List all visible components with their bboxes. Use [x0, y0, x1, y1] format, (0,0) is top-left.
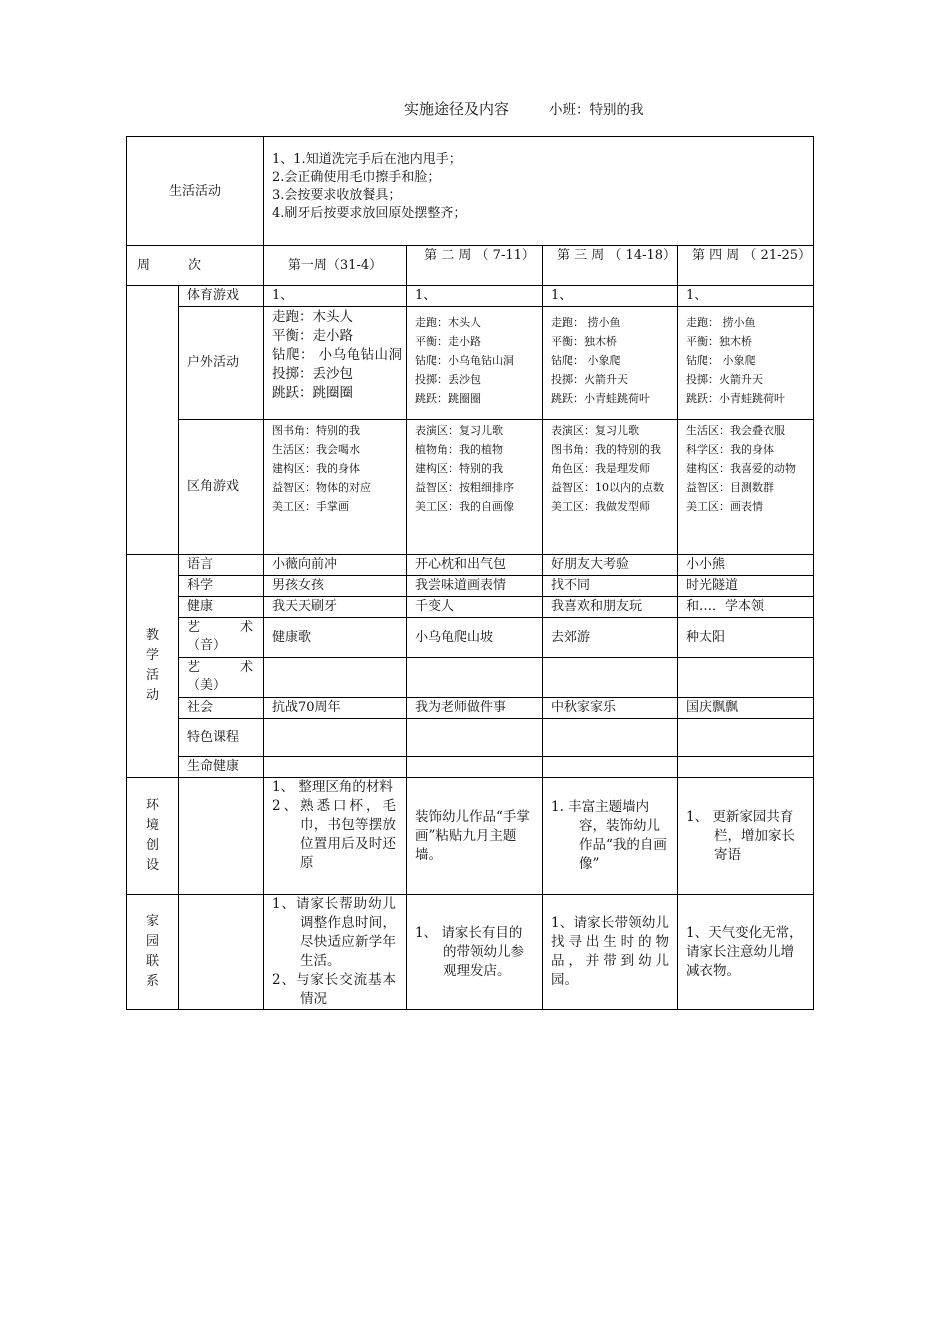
environment-item: 1、 更新家园共育栏，增加家长寄语	[686, 808, 796, 863]
teaching-row	[127, 555, 814, 576]
outdoor-row	[127, 307, 814, 420]
outdoor-item: 投掷：丢沙包	[415, 373, 482, 386]
environment-label	[127, 778, 179, 895]
corner-item: 生活区：我会叠衣服	[686, 424, 786, 437]
family-week-4: 1、天气变化无常，请家长注意幼儿增减衣物。	[678, 895, 814, 1010]
life-content	[264, 137, 814, 246]
subject-label-c: （美）	[187, 678, 227, 693]
page-title	[404, 98, 644, 119]
corner-item: 益智区：10以内的点数	[551, 481, 665, 494]
outdoor-item: 平衡：走小路	[272, 328, 354, 344]
family-label-char: 园	[145, 934, 159, 949]
corner-item: 益智区：目测数群	[686, 481, 775, 494]
corner-label: 区角游戏	[179, 420, 264, 555]
subject-label	[179, 618, 264, 658]
corner-item: 图书角：特别的我	[272, 424, 361, 437]
corner-item: 建构区：我的身体	[272, 462, 361, 475]
outdoor-week-3	[543, 307, 678, 420]
outdoor-item: 钻爬： 小象爬	[686, 354, 756, 367]
main-title: 实施途径及内容	[404, 100, 510, 118]
lesson-cell	[407, 658, 543, 698]
teaching-row	[127, 658, 814, 698]
environment-week-2: 装饰幼儿作品“手掌画”粘贴九月主题墙。	[407, 778, 543, 895]
corner-week-1	[264, 420, 407, 555]
subject-label-c: （音）	[187, 638, 227, 653]
environment-week-3	[543, 778, 678, 895]
teaching-row	[127, 618, 814, 658]
week-header-row	[127, 246, 814, 286]
lesson-cell: 时光隧道	[678, 576, 814, 597]
corner-item: 美工区：手掌画	[272, 500, 350, 513]
outdoor-item: 平衡：独木桥	[551, 335, 618, 348]
outdoor-item: 钻爬：小乌龟钻山洞	[415, 354, 515, 367]
week-label-b: 次	[188, 257, 202, 273]
outdoor-item: 走跑：木头人	[272, 309, 354, 325]
outdoor-item: 跳跃：跳圈圈	[415, 392, 482, 405]
family-item: 1、 请家长有目的的带领幼儿参观理发店。	[415, 924, 525, 979]
week-label	[127, 246, 264, 286]
environment-item: 1、 整理区角的材料	[272, 779, 393, 795]
lesson-cell: 我天天刷牙	[264, 597, 407, 618]
teaching-label-char: 学	[145, 648, 159, 663]
teaching-row	[127, 698, 814, 719]
lesson-cell: 国庆飘飘	[678, 698, 814, 719]
family-week-3: 1、请家长带领幼儿找寻出生时的物品，并带到幼儿园。	[543, 895, 678, 1010]
subject-label: 语言	[179, 555, 264, 576]
environment-label-char: 设	[145, 858, 159, 873]
lesson-cell: 我尝味道画表情	[407, 576, 543, 597]
lesson-cell: 抗战70周年	[264, 698, 407, 719]
outdoor-week-4	[678, 307, 814, 420]
class-subtitle: 小班：特别的我	[549, 102, 644, 118]
subject-label-a: 艺	[187, 660, 201, 675]
sports-cell: 1、	[264, 286, 407, 307]
family-label-char: 系	[145, 974, 159, 989]
family-label-char: 联	[145, 954, 159, 969]
family-label-char: 家	[145, 914, 159, 929]
subject-label-b: 术	[240, 620, 254, 635]
teaching-row	[127, 576, 814, 597]
outdoor-item: 走跑：木头人	[415, 316, 482, 329]
lesson-cell	[678, 658, 814, 698]
lesson-cell: 健康歌	[264, 618, 407, 658]
lesson-cell: 找不同	[543, 576, 678, 597]
outdoor-item: 跳跃：小青蛙跳荷叶	[551, 392, 651, 405]
corner-item: 表演区：复习儿歌	[415, 424, 504, 437]
lesson-cell: 去郊游	[543, 618, 678, 658]
lesson-cell: 小薇向前冲	[264, 555, 407, 576]
lesson-cell: 男孩女孩	[264, 576, 407, 597]
corner-item: 图书角：我的特别的我	[551, 443, 662, 456]
subject-label-a: 艺	[187, 620, 201, 635]
teaching-label-char: 动	[145, 688, 159, 703]
outdoor-item: 钻爬： 小象爬	[551, 354, 621, 367]
lesson-cell	[543, 757, 678, 778]
sports-cell: 1、	[407, 286, 543, 307]
environment-label-char: 境	[145, 818, 159, 833]
lesson-cell: 好朋友大考验	[543, 555, 678, 576]
corner-row	[127, 420, 814, 555]
lesson-cell: 我为老师做件事	[407, 698, 543, 719]
outdoor-item: 投掷：丢沙包	[272, 366, 354, 382]
environment-item: 2、熟悉口杯，毛巾，书包等摆放位置用后及时还原	[272, 798, 397, 871]
corner-item: 表演区：复习儿歌	[551, 424, 640, 437]
lesson-cell: 开心枕和出气包	[407, 555, 543, 576]
corner-item: 益智区：物体的对应	[272, 481, 372, 494]
corner-item: 建构区：我喜爱的动物	[686, 462, 797, 475]
corner-item: 角色区：我是理发师	[551, 462, 651, 475]
teaching-label-char: 活	[145, 668, 159, 683]
subject-label	[179, 658, 264, 698]
corner-week-2	[407, 420, 543, 555]
environment-label-char: 环	[145, 798, 159, 813]
family-item: 1、请家长帮助幼儿调整作息时间，尽快适应新学年生活。	[272, 896, 397, 969]
outdoor-label: 户外活动	[179, 307, 264, 420]
subject-label: 社会	[179, 698, 264, 719]
lesson-cell: 小乌龟爬山坡	[407, 618, 543, 658]
outdoor-item: 走跑： 捞小鱼	[551, 316, 621, 329]
environment-week-1	[264, 778, 407, 895]
sports-cell: 1、	[678, 286, 814, 307]
family-blank-cell	[179, 895, 264, 1010]
plan-table	[126, 136, 814, 1010]
week-1-header: 第一周（31-4）	[264, 246, 407, 286]
outdoor-item: 走跑： 捞小鱼	[686, 316, 756, 329]
sports-label: 体育游戏	[179, 286, 264, 307]
corner-item: 美工区：我的自画像	[415, 500, 515, 513]
lesson-cell: 和…．学本领	[678, 597, 814, 618]
corner-week-4	[678, 420, 814, 555]
teaching-row	[127, 757, 814, 778]
outdoor-item: 平衡：走小路	[415, 335, 482, 348]
lesson-cell	[264, 719, 407, 757]
lesson-cell	[264, 658, 407, 698]
lesson-cell: 小小熊	[678, 555, 814, 576]
outdoor-week-1	[264, 307, 407, 420]
teaching-label-char: 教	[145, 628, 159, 643]
sports-cell: 1、	[543, 286, 678, 307]
corner-item: 建构区：特别的我	[415, 462, 504, 475]
environment-week-4	[678, 778, 814, 895]
corner-item: 美工区：我做发型师	[551, 500, 651, 513]
outdoor-item: 跳跃：跳圈圈	[272, 385, 354, 401]
subject-label: 科学	[179, 576, 264, 597]
lesson-cell	[543, 719, 678, 757]
lesson-cell	[264, 757, 407, 778]
lesson-cell	[407, 719, 543, 757]
lesson-cell	[678, 719, 814, 757]
week-3-header: 第 三 周 （ 14-18）	[543, 246, 678, 286]
subject-label: 生命健康	[179, 757, 264, 778]
lesson-cell	[543, 658, 678, 698]
week-label-a: 周	[137, 257, 151, 273]
subject-label: 特色课程	[179, 719, 264, 757]
corner-item: 益智区：按粗细排序	[415, 481, 515, 494]
outdoor-item: 平衡：独木桥	[686, 335, 753, 348]
lesson-cell: 千变人	[407, 597, 543, 618]
life-line: 1、1.知道洗完手后在池内甩手；	[272, 152, 462, 167]
family-label	[127, 895, 179, 1010]
corner-week-3	[543, 420, 678, 555]
corner-item: 美工区：画表情	[686, 500, 764, 513]
life-line: 2.会正确使用毛巾擦手和脸；	[272, 170, 441, 185]
outdoor-item: 钻爬： 小乌龟钻山洞	[272, 347, 403, 363]
activity-group-cell	[127, 286, 179, 555]
corner-item: 生活区：我会喝水	[272, 443, 361, 456]
outdoor-week-2	[407, 307, 543, 420]
environment-row	[127, 778, 814, 895]
teaching-row	[127, 719, 814, 757]
family-row	[127, 895, 814, 1010]
corner-item: 科学区：我的身体	[686, 443, 775, 456]
life-line: 3.会按要求收放餐具；	[272, 188, 402, 203]
outdoor-item: 投掷：火箭升天	[686, 373, 764, 386]
teaching-label	[127, 555, 179, 778]
environment-label-char: 创	[145, 838, 159, 853]
life-row	[127, 137, 814, 246]
corner-item: 植物角：我的植物	[415, 443, 504, 456]
subject-label-b: 术	[240, 660, 254, 675]
outdoor-item: 投掷：火箭升天	[551, 373, 629, 386]
family-week-2	[407, 895, 543, 1010]
subject-label: 健康	[179, 597, 264, 618]
sports-row	[127, 286, 814, 307]
life-label: 生活活动	[127, 137, 264, 246]
life-line: 4.刷牙后按要求放回原处摆整齐；	[272, 206, 467, 221]
environment-item: 1. 丰富主题墙内容，装饰幼儿作品“我的自画像”	[551, 799, 667, 872]
lesson-cell: 中秋家家乐	[543, 698, 678, 719]
family-item: 2、与家长交流基本情况	[272, 972, 397, 1007]
lesson-cell: 我喜欢和朋友玩	[543, 597, 678, 618]
outdoor-item: 跳跃：小青蛙跳荷叶	[686, 392, 786, 405]
week-4-header: 第 四 周 （ 21-25）	[678, 246, 814, 286]
teaching-row	[127, 597, 814, 618]
environment-blank-cell	[179, 778, 264, 895]
family-week-1	[264, 895, 407, 1010]
lesson-cell	[678, 757, 814, 778]
lesson-cell	[407, 757, 543, 778]
lesson-cell: 种太阳	[678, 618, 814, 658]
week-2-header: 第 二 周 （ 7-11）	[407, 246, 543, 286]
